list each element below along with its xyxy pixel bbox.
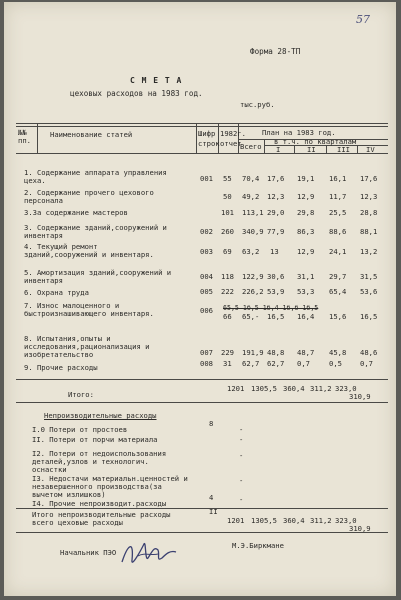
unproductive-value: -: [239, 451, 244, 460]
row-total: 49,2: [242, 192, 260, 201]
unproductive-item: II. Потери от порчи материала: [32, 435, 158, 444]
row-q1: 53,9: [267, 287, 285, 296]
row-total: 191,9: [242, 348, 264, 357]
signature-name: М.Э.Биркмане: [232, 541, 284, 550]
final-code: II: [209, 507, 218, 516]
signature-role: Начальник ПЭО: [60, 548, 117, 557]
handwritten-signature: [118, 532, 180, 572]
unproductive-item: I3. Недостачи материальн.ценностей и незавершенного производства(за вычетом излишков): [32, 474, 188, 499]
row-name: 4. Текущий ремонт зданий,сооружений и инвентаря.: [24, 242, 154, 259]
final-q1: 360,4: [283, 516, 305, 525]
row-code: 008: [200, 359, 213, 368]
row-q1: 30,6: [267, 272, 285, 281]
row-q2: 12,9: [297, 247, 315, 256]
unproductive-item: I.0 Потери от простоев: [32, 425, 128, 434]
final-q4: 310,9: [349, 524, 371, 533]
row-q4: 48,6: [360, 348, 378, 357]
row-code: 004: [200, 272, 213, 281]
row-name: 3.За содержание мастеров: [24, 208, 128, 217]
row-q1: 12,3: [267, 192, 285, 201]
row-fact: 101: [221, 208, 234, 217]
row-total: 122,9: [242, 272, 264, 281]
col-divider: [196, 123, 197, 153]
row-code: 007: [200, 348, 213, 357]
row-q4: 12,3: [360, 192, 378, 201]
col-divider: [326, 145, 327, 153]
row-fact: 260: [221, 227, 234, 236]
row-q4: 16,5: [360, 312, 378, 321]
itogo-bottom-rule: [16, 402, 388, 403]
row-fact: 229: [221, 348, 234, 357]
unproductive-item: I4. Прочие непроизводит.расходы: [32, 499, 167, 508]
row-q3: 24,1: [329, 247, 347, 256]
row-q1: 17,6: [267, 174, 285, 183]
row-fact: 66: [223, 312, 232, 321]
final-q2: 311,2: [310, 516, 332, 525]
itogo-total: 1305,5: [251, 384, 277, 393]
row-code: 006: [200, 306, 213, 315]
row-q4: 88,1: [360, 227, 378, 236]
row-name: 5. Амортизация зданий,сооружений и инвентаря: [24, 268, 172, 285]
row-q2: 12,9: [297, 192, 315, 201]
header-q4: IV: [366, 145, 375, 154]
col-divider: [264, 139, 265, 153]
row-q4: 13,2: [360, 247, 378, 256]
row-total: 70,4: [242, 174, 260, 183]
row-name: 1. Содержание аппарата управления цеха.: [24, 168, 167, 185]
row-name: 2. Содержание прочего цехового персонала: [24, 188, 154, 205]
unproductive-code: 4: [209, 493, 214, 502]
row-q1: 77,9: [267, 227, 285, 236]
row-fact: 31: [223, 359, 232, 368]
itogo-label: Итого:: [68, 390, 94, 399]
row-q1: 48,8: [267, 348, 285, 357]
final-total: 1305,5: [251, 516, 277, 525]
unproductive-header: Непроизводительные расходы: [44, 411, 157, 420]
final-bottom-rule: [16, 532, 388, 533]
row-total: 65,-: [242, 312, 260, 321]
row-q4: 53,6: [360, 287, 378, 296]
unproductive-value: -: [239, 435, 244, 444]
row-total: 62,7: [242, 359, 260, 368]
row-q2: 31,1: [297, 272, 315, 281]
units-label: тыс.руб.: [240, 100, 275, 109]
table-top-rule-2: [16, 126, 388, 127]
document-subtitle: цеховых расходов на 1983 год.: [70, 89, 203, 98]
header-q1: I: [276, 145, 281, 154]
unproductive-code: 8: [209, 419, 214, 428]
row-q4: 28,8: [360, 208, 378, 217]
itogo-fact: 1201: [227, 384, 245, 393]
header-plan: План на 1983 год.: [262, 128, 336, 137]
header-by-quarters: в т.ч. по кварталам: [274, 137, 357, 146]
col-divider: [218, 123, 219, 153]
row-q3: 11,7: [329, 192, 347, 201]
row-q2: 29,8: [297, 208, 315, 217]
final-label-2: всего цеховые расходы: [32, 518, 123, 527]
row-q2: 86,3: [297, 227, 315, 236]
crossed-out-values: 65,5 1б,5 1б,4 1б,б 1б,5: [223, 304, 319, 312]
table-top-rule: [16, 123, 388, 124]
col-divider: [37, 123, 38, 153]
header-q3: III: [337, 145, 350, 154]
document-page: [4, 2, 396, 596]
row-total: 113,1: [242, 208, 264, 217]
row-fact: 118: [221, 272, 234, 281]
row-q1: 13: [270, 247, 279, 256]
row-q3: 16,1: [329, 174, 347, 183]
col-divider: [294, 145, 295, 153]
header-q2: II: [307, 145, 316, 154]
row-q2: 53,3: [297, 287, 315, 296]
row-q1: 16,5: [267, 312, 285, 321]
row-q3: 25,5: [329, 208, 347, 217]
final-top-rule: [16, 508, 388, 509]
table-header-rule: [16, 153, 388, 154]
row-name: 8. Испытания,опыты и исследования,рационализация и изобретательство: [24, 334, 150, 359]
unproductive-value: -: [239, 495, 244, 504]
row-q3: 88,6: [329, 227, 347, 236]
unproductive-item: I2. Потери от недоиспользования деталей,узлов и технологич. оснастки: [32, 449, 167, 474]
header-name: Наименование статей: [50, 130, 133, 139]
page-number: 57: [356, 13, 370, 26]
final-fact: 1201: [227, 516, 245, 525]
row-q2: 0,7: [297, 359, 310, 368]
row-q4: 31,5: [360, 272, 378, 281]
header-fact: 1982г. отчет: [220, 129, 246, 148]
itogo-rule: [16, 379, 388, 380]
row-name: 3. Содержание зданий,сооружений и инвентаря: [24, 223, 167, 240]
row-q3: 15,6: [329, 312, 347, 321]
row-q3: 45,8: [329, 348, 347, 357]
row-fact: 50: [223, 192, 232, 201]
row-q2: 48,7: [297, 348, 315, 357]
col-divider: [357, 145, 358, 153]
header-num: №№ пп.: [18, 128, 31, 145]
row-code: 001: [200, 174, 213, 183]
header-code: Шифр строк: [198, 129, 220, 148]
row-name: 7. Износ малоценного и быстроизнашивающего инвентаря.: [24, 301, 154, 318]
row-name: 9. Прочие расходы: [24, 363, 98, 372]
row-total: 340,9: [242, 227, 264, 236]
row-total: 63,2: [242, 247, 260, 256]
unproductive-value: -: [239, 425, 244, 434]
document-title: С М Е Т А: [130, 76, 183, 85]
row-q1: 29,0: [267, 208, 285, 217]
row-code: 003: [200, 247, 213, 256]
row-code: 002: [200, 227, 213, 236]
form-label: Форма 28-ТП: [250, 47, 301, 56]
row-fact: 55: [223, 174, 232, 183]
final-q3: 323,0: [335, 516, 357, 525]
row-fact: 69: [223, 247, 232, 256]
row-code: 005: [200, 287, 213, 296]
row-q3: 0,5: [329, 359, 342, 368]
row-total: 226,2: [242, 287, 264, 296]
itogo-q1: 360,4: [283, 384, 305, 393]
itogo-q2: 311,2: [310, 384, 332, 393]
row-fact: 222: [221, 287, 234, 296]
row-q2: 19,1: [297, 174, 315, 183]
row-q3: 65,4: [329, 287, 347, 296]
header-total: Всего: [240, 142, 262, 151]
unproductive-value: -: [239, 476, 244, 485]
itogo-q3: 323,0: [335, 384, 357, 393]
row-name: 6. Охрана труда: [24, 288, 89, 297]
row-q3: 29,7: [329, 272, 347, 281]
row-q2: 16,4: [297, 312, 315, 321]
row-q4: 0,7: [360, 359, 373, 368]
row-q4: 17,6: [360, 174, 378, 183]
final-label-1: Итого непроизводительные расходы: [32, 510, 171, 519]
row-q1: 62,7: [267, 359, 285, 368]
itogo-q4: 310,9: [349, 392, 371, 401]
